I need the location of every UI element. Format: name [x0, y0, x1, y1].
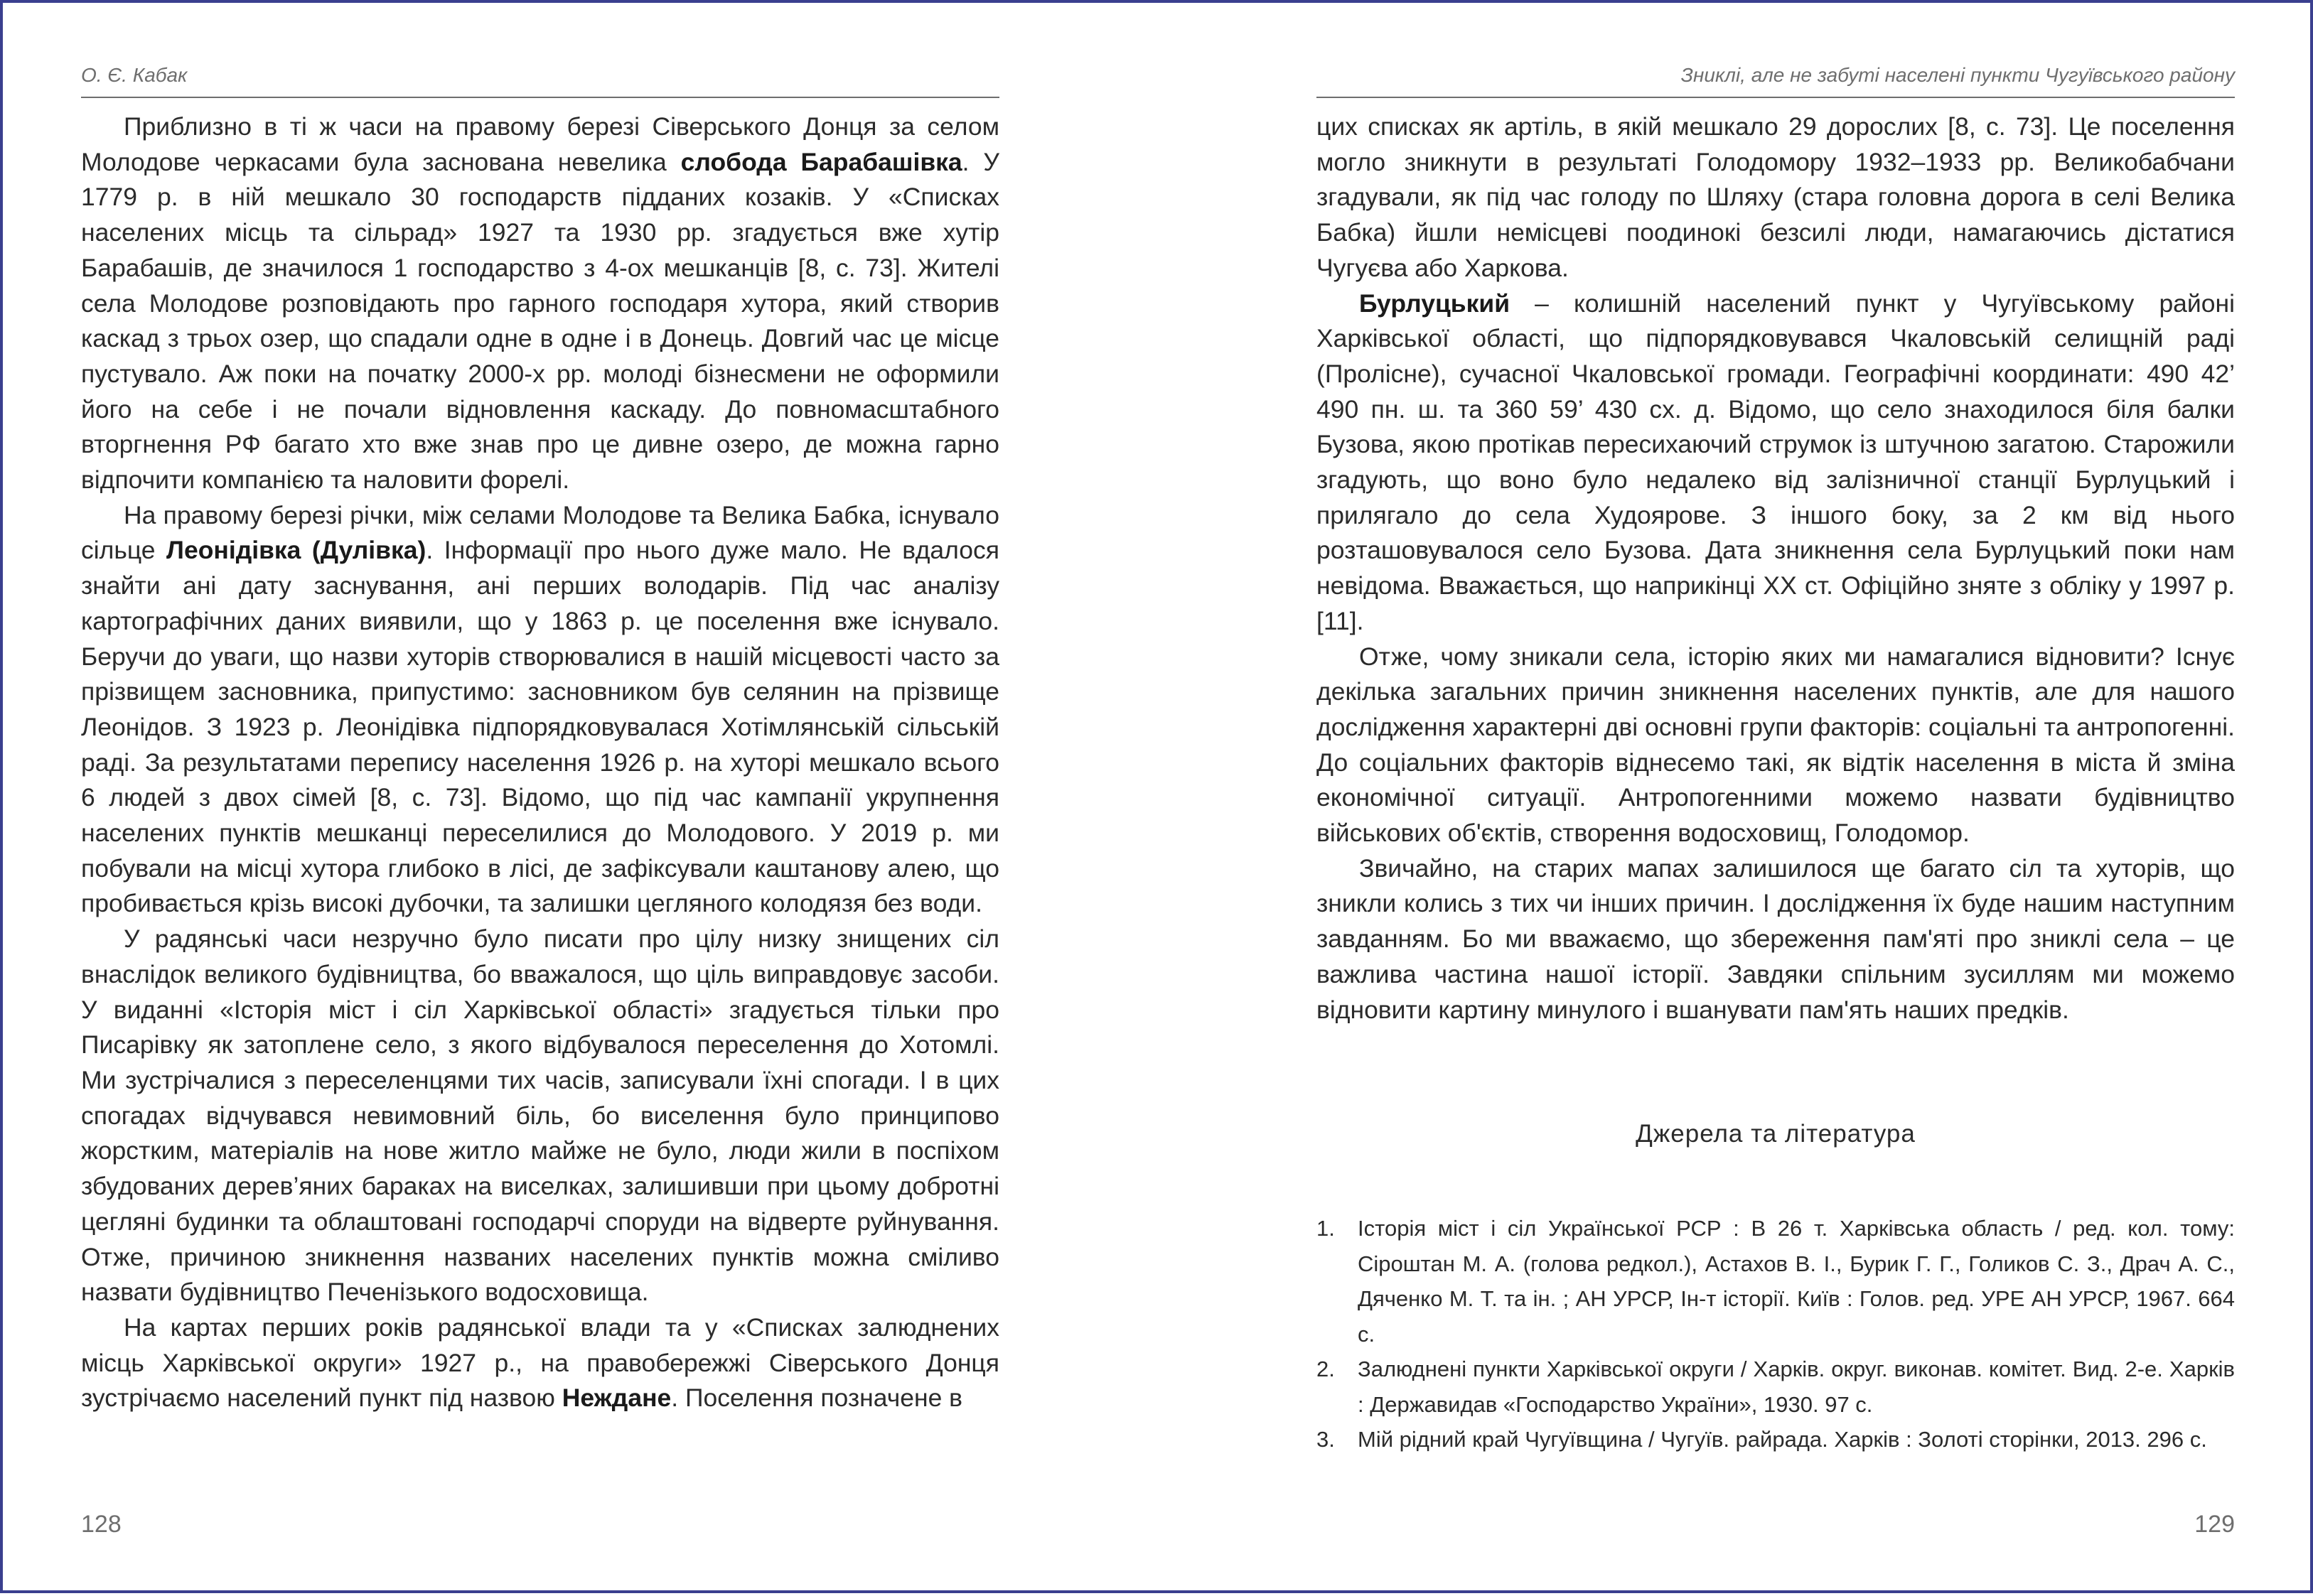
paragraph-text: У радянські часи незручно було писати про цілу низку знищених сіл внаслідок великого будівництва, бо вважалося, що ціль виправдовує засоби. У виданні «Історія міст і сіл Харківської області» згадується тільки про Писарівку як затоплене село, з якого відбувалося переселення до Хотомлі. Ми зустрічалися з переселенцями тих часів, записували їхні спогади. І в цих спогадах відчувався невимовний біль, бо виселення було принципово жорстким, матеріалів на нове житло майже не було, люди жили в поспіхом збудованих дерев’яних бараках на виселках, залишивши при цьому добротні цегляні будинки та облаштовані господарчі споруди на відверте руйнування. Отже, причиною зникнення названих населених пунктів можна сміливо назвати будівництво Печенізького водосховища. [81, 924, 999, 1307]
paragraph-barabashivka [81, 109, 999, 498]
section-title-sources: Джерела та література [1636, 1120, 1916, 1148]
paragraph-burlutskyi [1316, 286, 2235, 640]
place-name-bold: слобода Барабашівка [680, 147, 962, 176]
reference-number: 3. [1316, 1427, 1335, 1452]
paragraph-text: . Інформації про нього дуже мало. Не вдалося знайти ані дату заснування, ані перших володарів. Під час аналізу картографічних даних виявили, що у 1863 р. це поселення вже існувало. Беручи до уваги, що назви хуторів створювалися в нашій місцевості часто за прізвищем засновника, припустимо: засновником був селянин на прізвище Леонідов. З 1923 р. Леонідівка підпорядковувалася Хотімлянській сільській раді. За результатами перепису населення 1926 р. на хуторі мешкало всього 6 людей з двох сімей [8, с. 73]. Відомо, що під час кампанії укрупнення населених пунктів мешканці переселилися до Молодового. У 2019 р. ми побували на місці хутора глибоко в лісі, де зафіксували каштанову алею, що пробивається крізь високі дубочки, та залишки цегляного колодязя без води. [81, 536, 999, 918]
reference-number: 2. [1316, 1357, 1335, 1381]
left-page [81, 3, 999, 1596]
paragraph-leonidivka [81, 498, 999, 922]
paragraph-text: . Поселення позначене в [671, 1384, 963, 1413]
running-head-author: О. Є. Кабак [81, 64, 999, 98]
paragraph-text: Отже, чому зникали села, історію яких ми намагалися відновити? Існує декілька загальних причин зникнення населених пунктів, але для нашого дослідження характерні дві основні групи факторів: соціальні та антропогенні. До соціальних факторів віднесемо такі, як відтік населення в міста й зміна економічної ситуації. Антропогенними можемо назвати будівництво військових об'єктів, створення водосховищ, Голодомор. [1316, 642, 2235, 848]
reference-text: Історія міст і сіл Української РСР : В 26 т. Харківська область / ред. кол. тому: Сіроштан М. А. (голова редкол.), Астахов В. І., Бурик Г. Г., Голиков С. З., Драч А. С., Дяченко М. Т. та ін. ; АН УРСР, Ін-т історії. Київ : Голов. ред. УРЕ АН УРСР, 1967. 664 с. [1358, 1216, 2235, 1347]
paragraph-text: – колишній населений пункт у Чугуївському районі Харківської області, що підпорядковувався Чкаловській селищній раді (Пролісне), сучасної Чкаловської громади. Географічні координати: 490 42’ 490 пн. ш. та 360 59’ 430 сх. д. Відомо, що село знаходилося біля балки Бузова, якою протікав пересихаючий струмок із штучною загатою. Старожили згадують, що воно було недалеко від залізничної станції Бурлуцький і прилягало до села Худоярове. З іншого боку, за 2 км від нього розташовувалося село Бузова. Дата зникнення села Бурлуцький поки нам невідома. Вважається, що наприкінці XX ст. Офіційно знятe з обліку у 1997 р. [11]. [1316, 289, 2235, 635]
paragraph-nezhdane [81, 1310, 999, 1416]
reference-number: 1. [1316, 1216, 1335, 1241]
paragraph-conclusion [1316, 640, 2235, 851]
running-head-title: Зниклі, але не забуті населені пункти Чугуївського району [1316, 64, 2235, 98]
paragraph-text: . У 1779 р. в ній мешкало 30 господарств підданих козаків. У «Списках населених місць та сільрад» 1927 та 1930 рр. згадується вже хутір Барабашів, де значилося 1 господарство з 4-ох мешканців [8, с. 73]. Жителі села Молодове розповідають про гарного господаря хутора, який створив каскад з трьох озер, що спадали одне в одне і в Донець. Довгий час це місце пустувало. Аж поки на початку 2000-х рр. молоді бізнесмени не оформили його на себе і не почали відновлення каскаду. До повномасштабного вторгнення РФ багато хто вже знав про це дивне озеро, де можна гарно відпочити компанією та наловити форелі. [81, 147, 999, 495]
page-number-right: 129 [2194, 1511, 2235, 1538]
place-name-bold: Бурлуцький [1359, 289, 1510, 318]
paragraph-text: На картах перших років радянської влади та у «Списках залюднених місць Харківської округи» 1927 р., на правобережжі Сіверського Донця зустрічаємо населений пункт під назвою [81, 1312, 999, 1413]
right-page [1316, 3, 2235, 1596]
reference-item [1316, 1211, 2235, 1352]
left-body-text [81, 109, 999, 1416]
reference-text: Залюднені пункти Харківської округи / Харків. округ. виконав. комітет. Вид. 2-е. Харків : Державидав «Господарство України», 1930. 97 с. [1358, 1357, 2235, 1417]
reference-list [1316, 1211, 2235, 1457]
paragraph-soviet-times [81, 922, 999, 1310]
paragraph-text: Приблизно в ті ж часи на правому березі Сіверського Донця за селом Молодове черкасами була заснована невелика [81, 112, 999, 176]
paragraph-future-work [1316, 851, 2235, 1028]
paragraph-text: На правому березі річки, між селами Молодове та Велика Бабка, існувало сільце [81, 500, 999, 565]
place-name-bold: Неждане [562, 1384, 672, 1413]
page-number-left: 128 [81, 1511, 122, 1538]
paragraph-text: Звичайно, на старих мапах залишилося ще багато сіл та хуторів, що зникли колись з тих чи інших причин. І дослідження їх буде нашим наступним завданням. Бо ми вважаємо, що збереження пам'яті про зниклі села – це важлива частина нашої історії. Завдяки спільним зусиллям ми можемо відновити картину минулого і вшанувати пам'ять наших предків. [1316, 853, 2235, 1024]
paragraph-continuation: цих списках як артіль, в якій мешкало 29 дорослих [8, с. 73]. Це поселення могло зникнути в результаті Голодомору 1932–1933 рр. Великобабчани згадували, як під час голоду по Шляху (стара головна дорога в селі Велика Бабка) йшли немісцеві поодинокі безсилі люди, намагаючись дістатися Чугуєва або Харкова. [1316, 112, 2235, 282]
reference-item [1316, 1352, 2235, 1422]
right-body-text [1316, 109, 2235, 1028]
reference-item [1316, 1422, 2235, 1457]
reference-text: Мій рідний край Чугуївщина / Чугуїв. райрада. Харків : Золоті сторінки, 2013. 296 с. [1358, 1427, 2207, 1452]
place-name-bold: Леонідівка (Дулівка) [166, 536, 426, 565]
